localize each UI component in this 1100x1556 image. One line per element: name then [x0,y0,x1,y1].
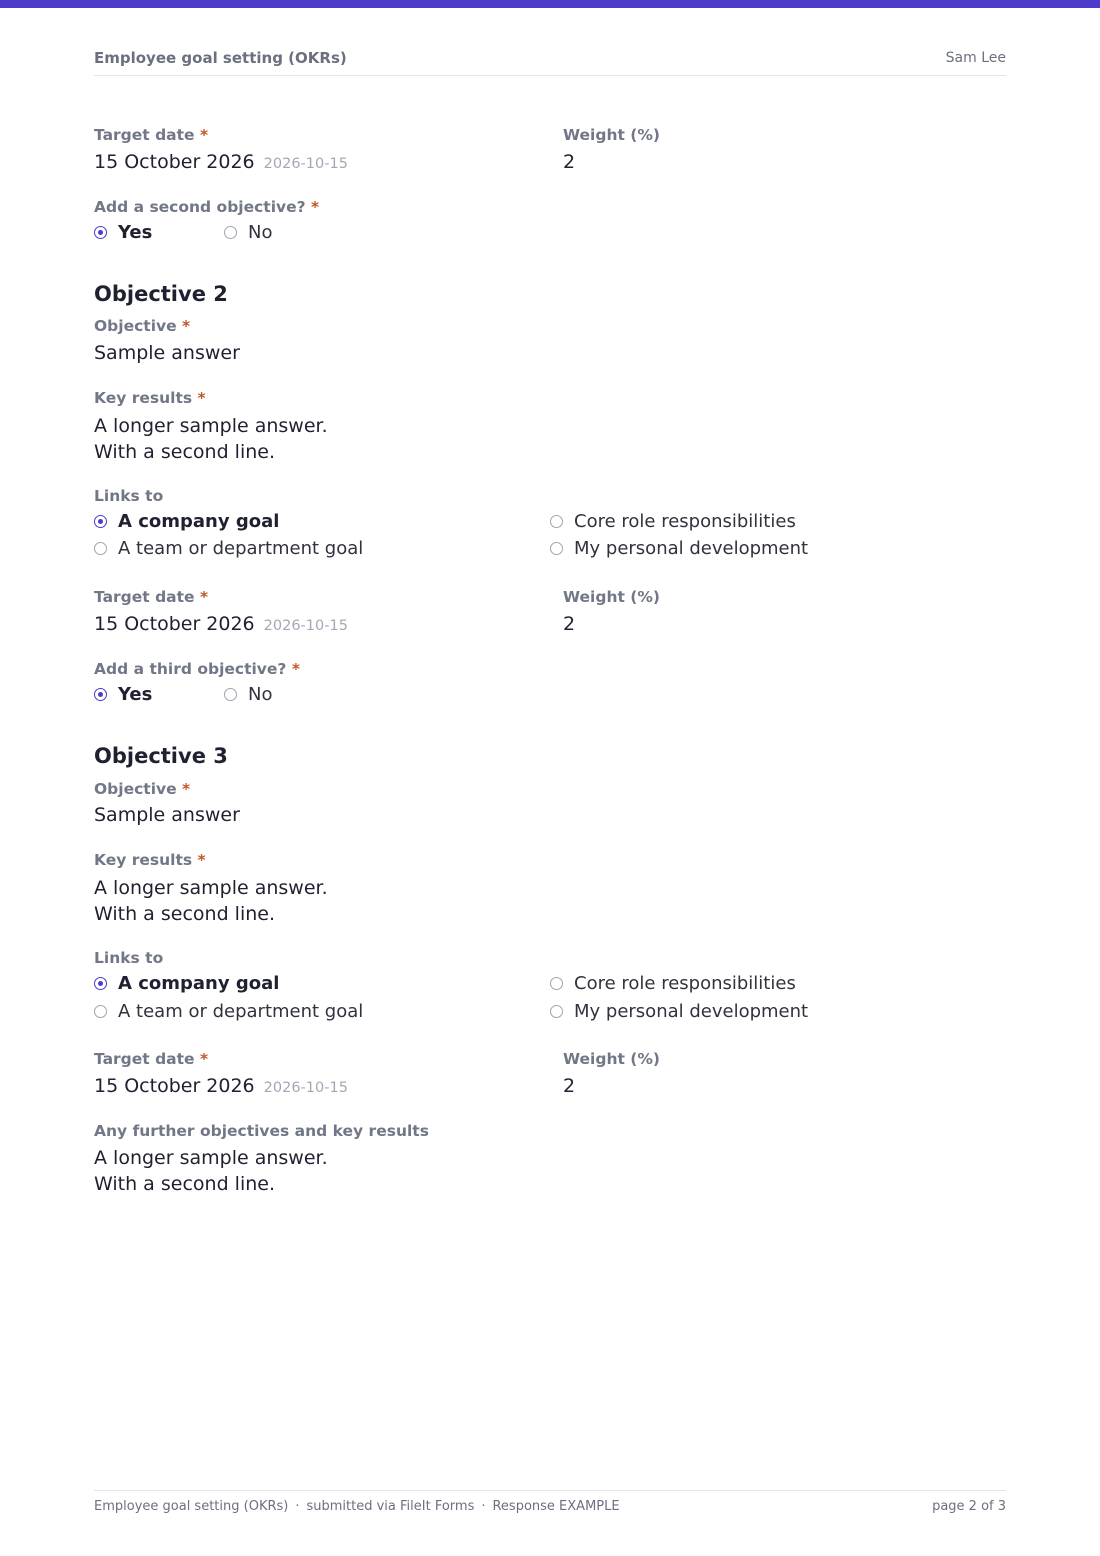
objective-label: Objective * [94,780,191,798]
objective-label: Objective * [94,317,191,335]
add-second-objective-label: Add a second objective? * [94,198,320,216]
radio-core-role[interactable]: Core role responsibilities [550,511,796,532]
required-marker: * [311,198,320,216]
radio-selected-icon [94,515,107,528]
radio-selected-icon [94,226,107,239]
radio-personal-development[interactable]: My personal development [550,538,808,559]
radio-yes[interactable]: Yes [94,222,152,243]
required-marker: * [197,851,206,869]
required-marker: * [291,660,300,678]
target-date-value: 15 October 2026 2026-10-15 [94,151,348,173]
radio-unselected-icon [550,542,563,555]
links-to-label: Links to [94,487,164,505]
add-third-objective-label: Add a third objective? * [94,660,300,678]
required-marker: * [197,389,206,407]
required-marker: * [199,1050,209,1068]
target-date-value: 15 October 2026 2026-10-15 [94,613,348,635]
required-marker: * [199,126,209,144]
target-date-label: Target date * [94,1050,209,1068]
footer-submitted-via: submitted via FileIt Forms [306,1499,475,1514]
objective-value: Sample answer [94,804,240,826]
footer-separator: · [295,1499,300,1514]
key-results-value: A longer sample answer. With a second line. [94,877,328,925]
radio-no[interactable]: No [224,222,272,243]
radio-no[interactable]: No [224,684,272,705]
radio-unselected-icon [550,515,563,528]
weight-label: Weight (%) [563,1050,661,1068]
weight-value: 2 [563,1075,576,1097]
key-results-value: A longer sample answer. With a second line. [94,415,328,463]
further-objectives-value: A longer sample answer. With a second line. [94,1147,328,1195]
radio-unselected-icon [94,1005,107,1018]
footer-separator: · [481,1499,486,1514]
weight-label: Weight (%) [563,588,661,606]
required-marker: * [199,588,209,606]
further-objectives-label: Any further objectives and key results [94,1122,429,1140]
weight-value: 2 [563,613,576,635]
radio-company-goal[interactable]: A company goal [94,511,279,532]
key-results-label: Key results * [94,851,206,869]
objective-value: Sample answer [94,342,240,364]
footer-form-title: Employee goal setting (OKRs) [94,1499,289,1514]
radio-company-goal[interactable]: A company goal [94,973,279,994]
radio-unselected-icon [224,688,237,701]
radio-selected-icon [94,977,107,990]
page-footer [94,1490,1006,1521]
target-date-label: Target date * [94,588,209,606]
footer-response: Response EXAMPLE [492,1499,620,1514]
radio-selected-icon [94,688,107,701]
page-number: page 2 of 3 [932,1499,1006,1514]
target-date-iso: 2026-10-15 [263,1080,348,1096]
radio-team-goal[interactable]: A team or department goal [94,1001,363,1022]
objective-2-title: Objective 2 [94,282,228,306]
radio-unselected-icon [224,226,237,239]
radio-yes[interactable]: Yes [94,684,152,705]
radio-unselected-icon [550,977,563,990]
form-response [94,0,1006,1480]
key-results-label: Key results * [94,389,206,407]
footer-info [94,1499,620,1514]
radio-team-goal[interactable]: A team or department goal [94,538,363,559]
required-marker: * [182,317,191,335]
user-name: Sam Lee [945,50,1006,66]
target-date-label: Target date * [94,126,209,144]
target-date-iso: 2026-10-15 [263,618,348,634]
weight-label: Weight (%) [563,126,661,144]
radio-unselected-icon [550,1005,563,1018]
target-date-iso: 2026-10-15 [263,156,348,172]
objective-3-title: Objective 3 [94,744,228,768]
radio-unselected-icon [94,542,107,555]
required-marker: * [182,780,191,798]
weight-value: 2 [563,151,576,173]
target-date-value: 15 October 2026 2026-10-15 [94,1075,348,1097]
form-title: Employee goal setting (OKRs) [94,49,347,67]
links-to-label: Links to [94,949,164,967]
radio-personal-development[interactable]: My personal development [550,1001,808,1022]
radio-core-role[interactable]: Core role responsibilities [550,973,796,994]
